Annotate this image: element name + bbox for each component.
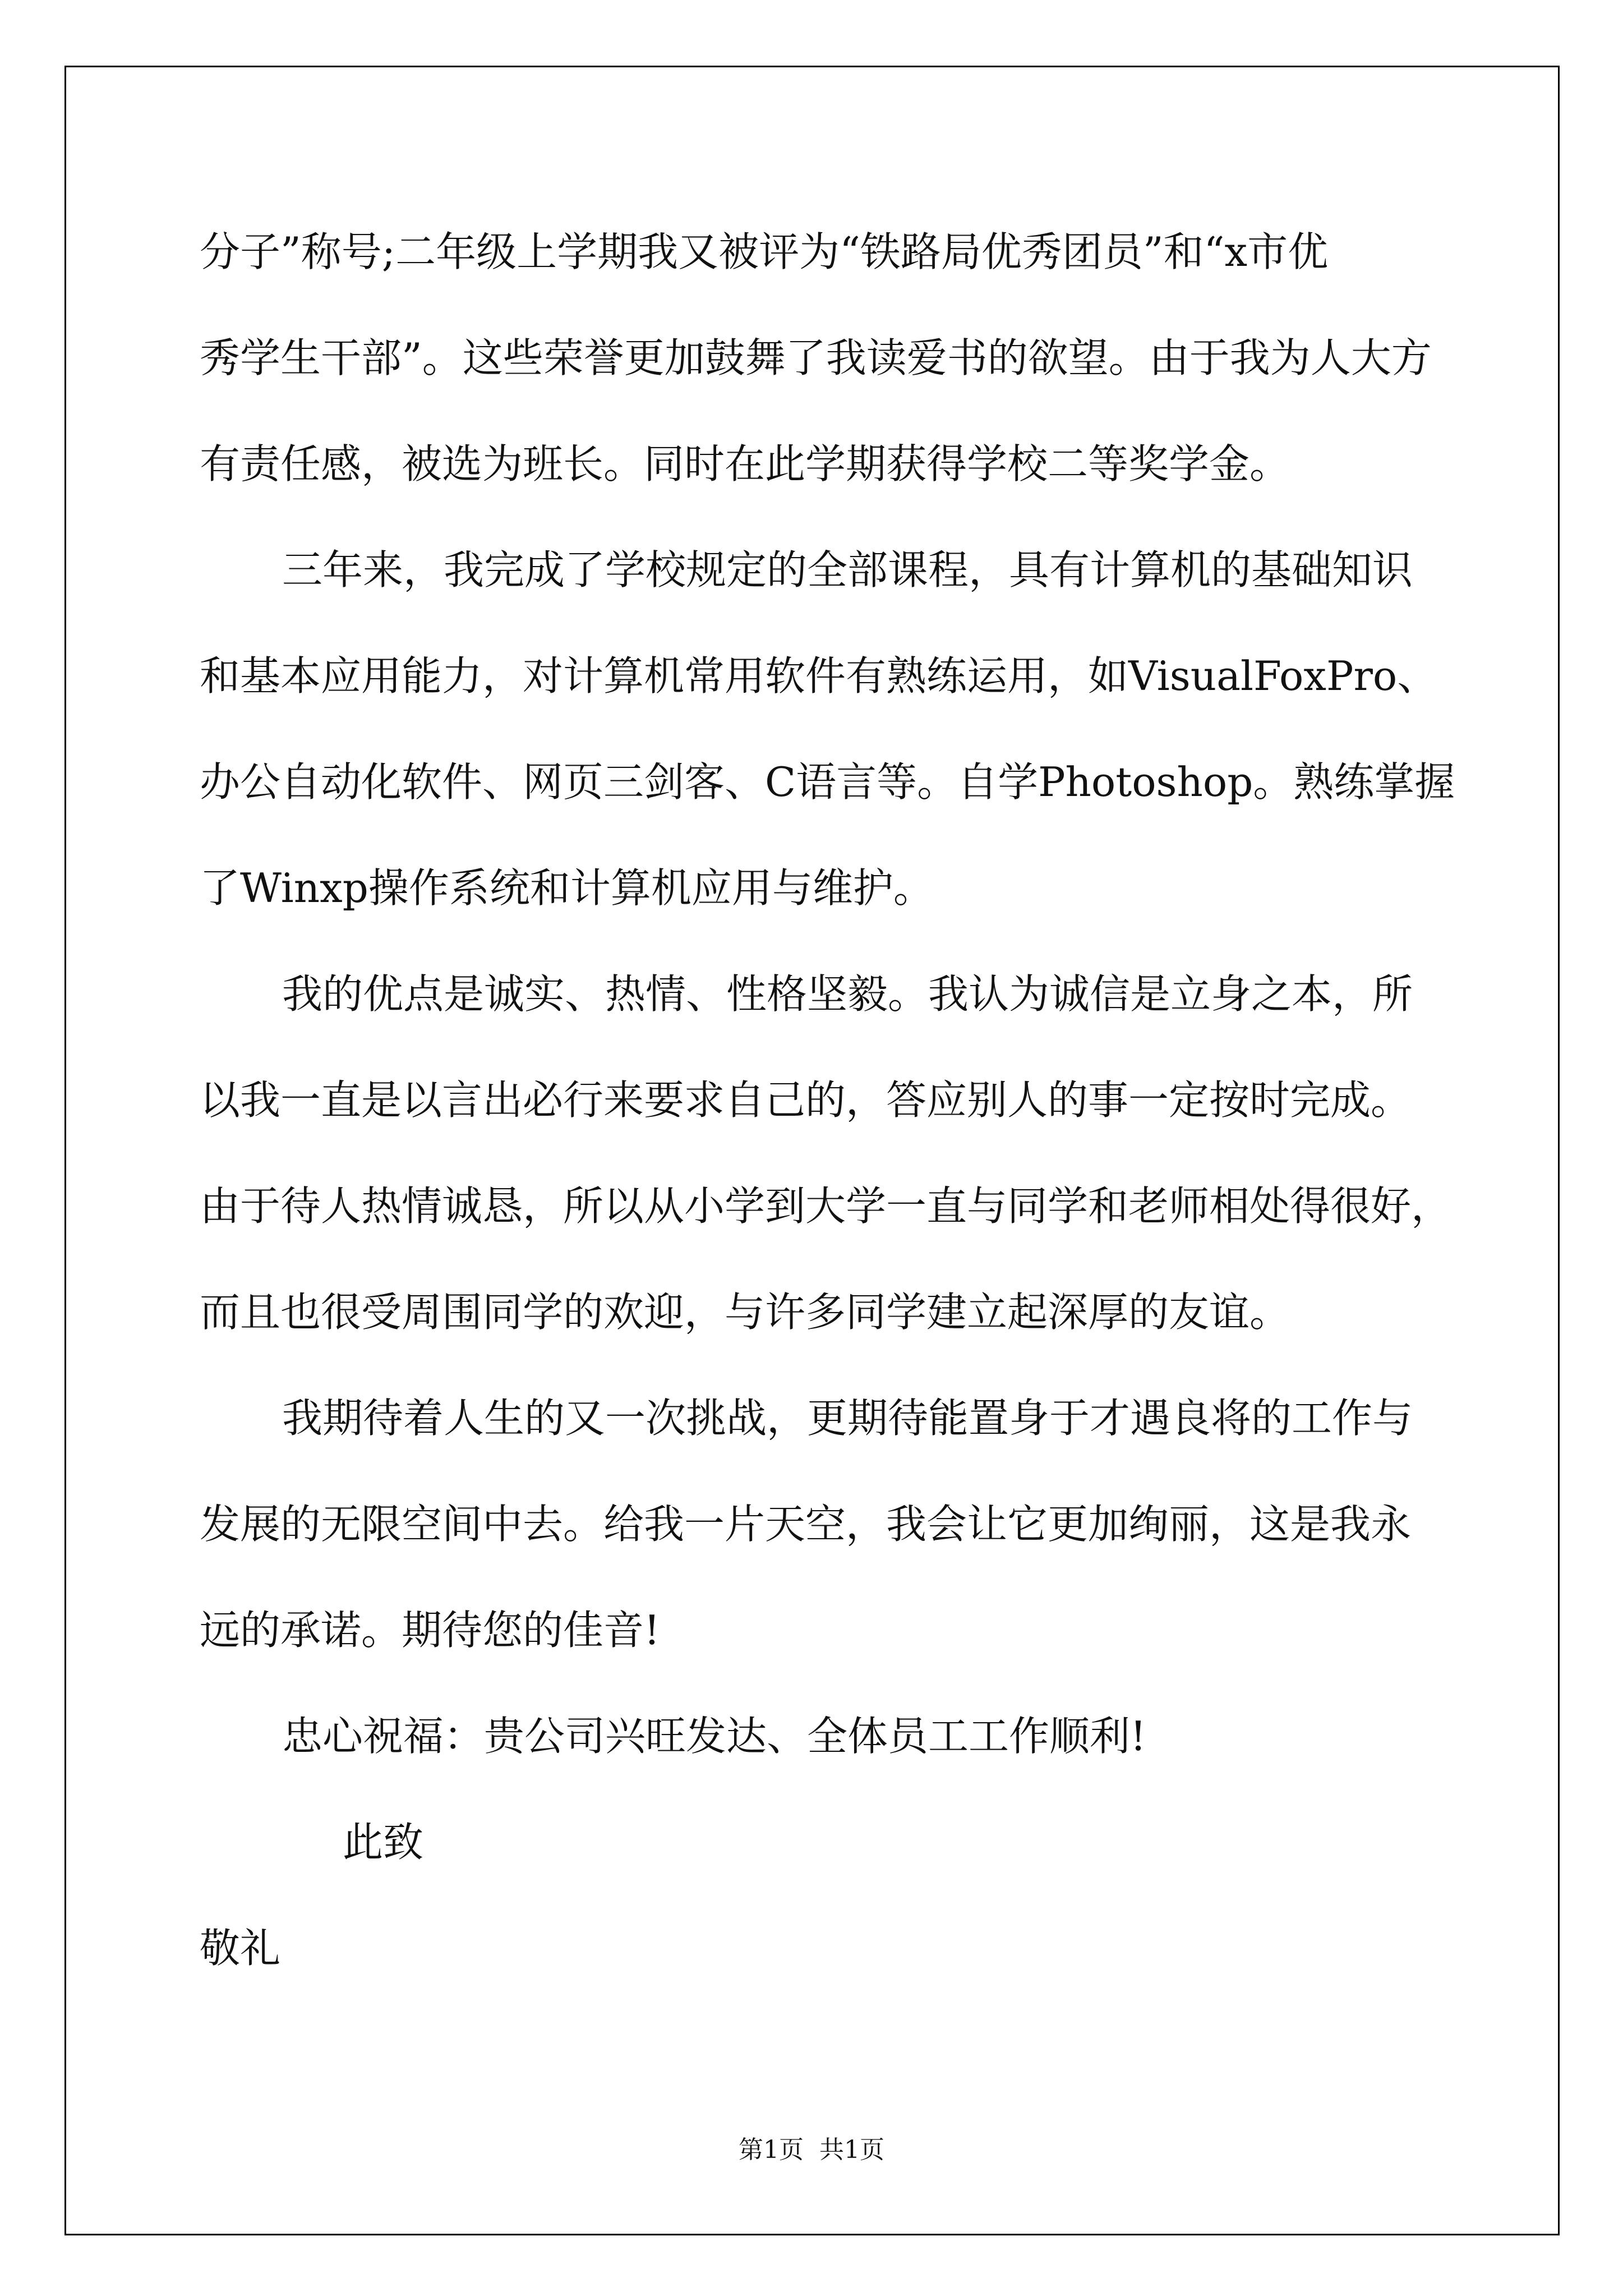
- page-number-label: 第1页 共1页: [739, 2136, 884, 2164]
- paragraph-start-line: 我的优点是诚实、热情、性格坚毅。我认为诚信是立身之本，所: [282, 970, 1413, 1018]
- page-footer: [0, 2129, 1623, 2165]
- text-line: 分子”称号;二年级上学期我又被评为“铁路局优秀团员”和“x市优: [200, 228, 1329, 275]
- closing-cizhi: 此致: [343, 1819, 424, 1866]
- text-line: 有责任感，被选为班长。同时在此学期获得学校二等奖学金。: [200, 440, 1290, 487]
- page-border: [64, 66, 1560, 2235]
- text-line: 办公自动化软件、网页三剑客、C语言等。自学Photoshop。熟练掌握: [200, 758, 1455, 806]
- paragraph-start-line: 我期待着人生的又一次挑战，更期待能置身于才遇良将的工作与: [282, 1395, 1413, 1442]
- blessing-line: 忠心祝福：贵公司兴旺发达、全体员工工作顺利!: [282, 1713, 1146, 1760]
- closing-jingli: 敬礼: [200, 1925, 281, 1972]
- text-line: 秀学生干部”。这些荣誉更加鼓舞了我读爱书的欲望。由于我为人大方: [200, 334, 1432, 381]
- text-line: 发展的无限空间中去。给我一片天空，我会让它更加绚丽，这是我永: [200, 1501, 1412, 1548]
- text-line: 远的承诺。期待您的佳音!: [200, 1607, 660, 1654]
- paragraph-start-line: 三年来，我完成了学校规定的全部课程，具有计算机的基础知识: [282, 546, 1413, 593]
- text-line: 而且也很受周围同学的欢迎，与许多同学建立起深厚的友谊。: [200, 1289, 1290, 1336]
- text-line: 由于待人热情诚恳，所以从小学到大学一直与同学和老师相处得很好，: [200, 1182, 1452, 1230]
- text-line: 以我一直是以言出必行来要求自己的，答应别人的事一定按时完成。: [200, 1076, 1412, 1124]
- text-line: 和基本应用能力，对计算机常用软件有熟练运用，如VisualFoxPro、: [200, 652, 1438, 700]
- text-line: 了Winxp操作系统和计算机应用与维护。: [200, 864, 934, 912]
